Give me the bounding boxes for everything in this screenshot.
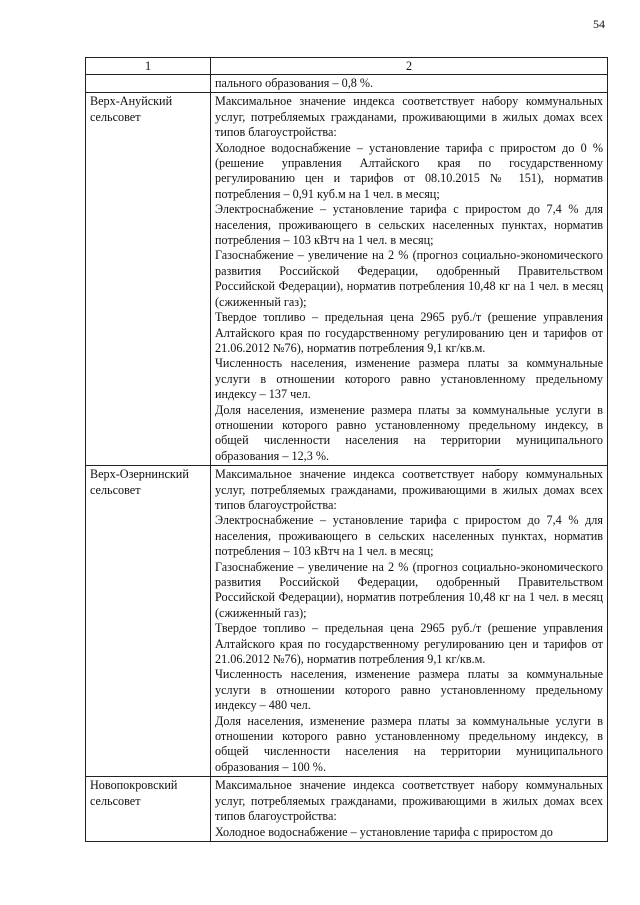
description-paragraph: Максимальное значение индекса соответствует набору коммунальных услуг, потребляемых гражданами, проживающими в жилых домах всех типов благоустройства: [215,467,603,512]
description-paragraph: Твердое топливо – предельная цена 2965 руб./т (решение управления Алтайского края по государственному регулированию цен и тарифов от 21.06.2012 №76), норматив потребления 9,1 кг/кв.м. [215,310,603,355]
municipality-name: Верх-Озернинский сельсовет [86,466,211,777]
description-paragraph: пального образования – 0,8 %. [215,76,374,90]
description-paragraph: Газоснабжение – увеличение на 2 % (прогноз социально-экономического развития Российской Федерации, одобренный Правительством Российской Федерации), норматив потребления 10,48 кг на 1 чел. в месяц (сжиженный газ); [215,248,603,309]
description-paragraph: Максимальное значение индекса соответствует набору коммунальных услуг, потребляемых гражданами, проживающими в жилых домах всех типов благоустройства: [215,778,603,824]
table-row [86,466,608,777]
description-paragraph: Доля населения, изменение размера платы за коммунальные услуги в отношении которого равно установленному предельному индексу, в общей численности населения на территории муниципального образования – 100 %. [215,713,603,774]
table-header-row [86,58,608,75]
table-row [86,75,608,93]
description-paragraph: Максимальное значение индекса соответствует набору коммунальных услуг, потребляемых гражданами, проживающими в жилых домах всех типов благоустройства: [215,94,603,140]
description-paragraph: Электроснабжение – установление тарифа с приростом до 7,4 % для населения, проживающего в сельских населенных пунктах, норматив потребления – 103 кВтч на 1 чел. в месяц; [215,202,603,248]
page-number: 54 [593,17,605,31]
description-paragraph: Электроснабжение – установление тарифа с приростом до 7,4 % для населения, проживающего в сельских населенных пунктах, норматив потребления – 103 кВтч на 1 чел. в месяц; [215,513,603,559]
table-row [86,93,608,466]
municipal-index-table [85,57,608,842]
index-description [211,466,608,777]
column-header-2: 2 [211,58,608,75]
description-paragraph: Холодное водоснабжение – установление тарифа с приростом до [215,824,553,839]
description-paragraph: Доля населения, изменение размера платы за коммунальные услуги в отношении которого равно установленному предельному индексу, в общей численности населения на территории муниципального образования – 12,3 %. [215,402,603,463]
municipality-name [86,75,211,93]
description-paragraph: Численность населения, изменение размера платы за коммунальные услуги в отношении которого равно установленному предельному индексу – 480 чел. [215,667,603,713]
description-paragraph: Газоснабжение – увеличение на 2 % (прогноз социально-экономического развития Российской Федерации, одобренный Правительством Российской Федерации), норматив потребления 10,48 кг на 1 чел. в месяц (сжиженный газ); [215,559,603,620]
description-paragraph: Твердое топливо – предельная цена 2965 руб./т (решение управления Алтайского края по государственному регулированию цен и тарифов от 21.06.2012 №76), норматив потребления 9,1 кг/кв.м. [215,621,603,667]
municipality-name: Новопокровский сельсовет [86,777,211,842]
index-description [211,777,608,842]
index-description [211,93,608,466]
table-row [86,777,608,842]
municipality-name: Верх-Ануйский сельсовет [86,93,211,466]
description-paragraph: Холодное водоснабжение – установление тарифа с приростом до 0 % (решение управления Алтайского края по государственному регулированию цен и тарифов от 08.10.2015 № 151), норматив потребления – 0,91 куб.м на 1 чел. в месяц; [215,140,603,201]
description-paragraph: Численность населения, изменение размера платы за коммунальные услуги в отношении которого равно установленному предельному индексу – 137 чел. [215,356,603,402]
column-header-1: 1 [86,58,211,75]
index-description [211,75,608,93]
